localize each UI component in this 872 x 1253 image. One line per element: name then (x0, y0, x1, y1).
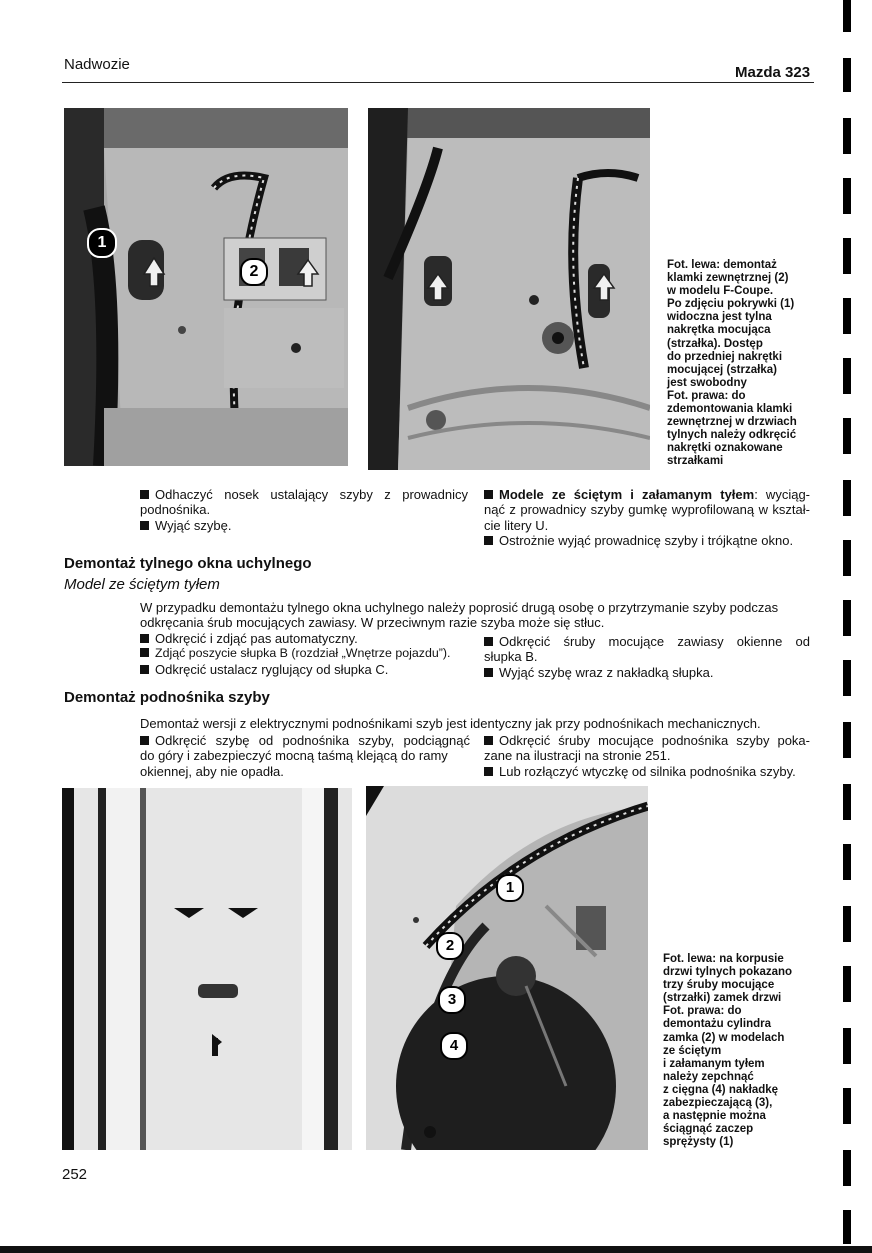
header-model-title: Mazda 323 (735, 64, 811, 81)
list-item: Lub rozłączyć wtyczkę od silnika podnośnika szyby. (484, 764, 810, 779)
list-item: Ostrożnie wyjąć prowadnicę szyby i trójkątne okno. (484, 533, 810, 548)
bottom-edge-bar (0, 1246, 872, 1253)
list-item: do góry i zabezpieczyć mocną taśmą klejącą do ramy (140, 748, 448, 764)
marker-1: 1 (87, 228, 117, 258)
photo-top-left (64, 108, 348, 466)
subheading-rear-window: Model ze ściętym tyłem (64, 576, 220, 593)
marker-2: 2 (436, 932, 464, 960)
photo-bottom-right (366, 786, 648, 1150)
header-section-title: Nadwozie (64, 56, 130, 73)
regulator-left (140, 733, 470, 779)
list-item: Odhaczyć nosek ustalający szyby z prowadnicy (140, 487, 468, 502)
regulator-intro: Demontaż wersji z elektrycznymi podnośnikami szyb jest identyczny jak przy podnośnikach mechanicznych. (140, 716, 761, 731)
rear-window-right (484, 634, 810, 680)
photo-top-right (368, 108, 650, 470)
list-item: Odkręcić szybę od podnośnika szyby, podciągnąć (140, 733, 470, 748)
block1-right (484, 487, 810, 549)
header-rule (62, 82, 814, 83)
list-item: nąć z prowadnicy szyby gumkę wyprofilowaną w kształ- (484, 502, 810, 518)
list-item: okiennej, aby nie opadła. (140, 763, 284, 779)
list-item: Wyjąć szybę. (140, 518, 468, 533)
rear-window-intro: W przypadku demontażu tylnego okna uchylnego należy poprosić drugą osobę o przytrzymanie szyby podczas odkręcania śrub mocujących zawiasy. W przeciwnym razie szyba może się stłuc. (140, 600, 779, 631)
list-item: Wyjąć szybę wraz z nakładką słupka. (484, 665, 810, 680)
marker-1: 1 (496, 874, 524, 902)
list-item: Odkręcić śruby mocujące zawiasy okienne od (484, 634, 810, 649)
list-item: słupka B. (484, 649, 538, 665)
heading-rear-window: Demontaż tylnego okna uchylnego (64, 555, 312, 572)
block1-left (140, 487, 468, 533)
bottom-photo-caption: Fot. lewa: na korpusie drzwi tylnych pokazano trzy śruby mocujące (strzałki) zamek drzwi Fot. prawa: do demontażu cylindra zamka (2) w modelach ze ściętym i załamanym tyłem należy zepchnąć z cięgna (4) nakładkę zabezpieczającą (3), a następnie można ściągnąć zaczep sprężysty (1) (663, 953, 793, 1149)
list-item: Zdjąć poszycie słupka B (rozdział „Wnętrze pojazdu”). (140, 646, 480, 661)
marker-2: 2 (240, 258, 268, 286)
marker-4: 4 (440, 1032, 468, 1060)
page-number: 252 (62, 1166, 88, 1183)
marker-3: 3 (438, 986, 466, 1014)
list-item: Odkręcić śruby mocujące podnośnika szyby poka- (484, 733, 810, 748)
list-item: cie litery U. (484, 517, 549, 533)
top-photo-caption: Fot. lewa: demontaż klamki zewnętrznej (2) w modelu F-Coupe. Po zdjęciu pokrywki (1) widoczna jest tylna nakrętka mocująca (strzałka). Dostęp do przedniej nakrętki mocującej (strzałka) jest swobodny Fot. prawa: do zdemontowania klamki zewnętrznej w drzwiach tylnych należy odkręcić nakrętki oznakowane strzałkami (667, 259, 797, 468)
list-item: zane na ilustracji na stronie 251. (484, 748, 671, 764)
list-item: Modele ze ściętym i załamanym tyłem: wyciąg- (484, 487, 810, 502)
list-item: podnośnika. (140, 502, 211, 518)
regulator-right (484, 733, 810, 779)
rear-window-left (140, 631, 480, 677)
list-item: Odkręcić i zdjąć pas automatyczny. (140, 631, 480, 646)
heading-regulator: Demontaż podnośnika szyby (64, 689, 270, 706)
list-item: Odkręcić ustalacz ryglujący od słupka C. (140, 662, 480, 677)
photo-bottom-left (62, 788, 352, 1150)
